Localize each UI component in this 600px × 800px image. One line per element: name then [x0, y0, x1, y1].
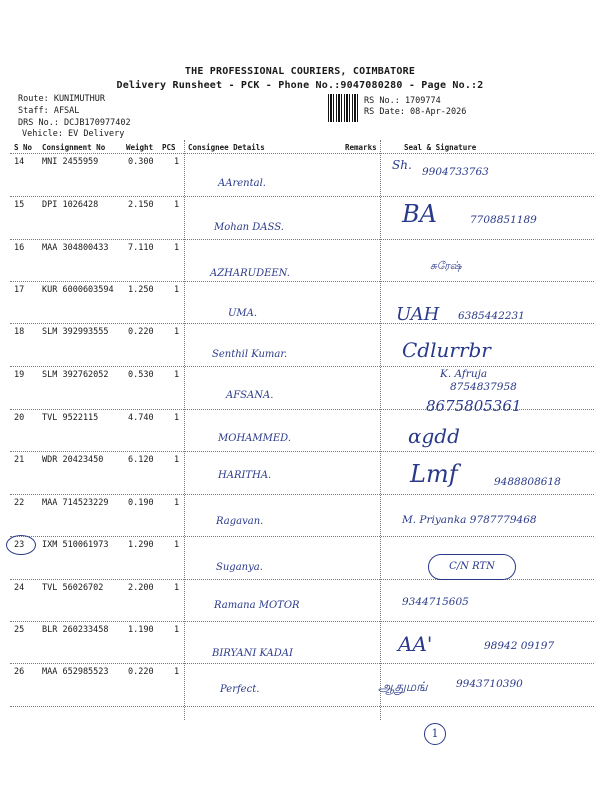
- divider: [10, 451, 594, 452]
- row-pcs: 1: [174, 157, 180, 167]
- route-label: Route: KUNIMUTHUR: [18, 94, 105, 104]
- company-title: THE PROFESSIONAL COURIERS, COIMBATORE: [184, 66, 416, 77]
- divider: [10, 621, 594, 622]
- return-stamp: C/N RTN: [428, 554, 516, 580]
- signature-26: 9943710390: [456, 678, 523, 690]
- row-weight: 6.120: [128, 455, 154, 465]
- row-consignment: MAA 304800433: [42, 243, 109, 253]
- row-sno: 15: [14, 200, 25, 210]
- row-weight: 0.220: [128, 327, 154, 337]
- row-weight: 0.300: [128, 157, 154, 167]
- row-consignment: TVL 9522115: [42, 413, 99, 423]
- row-weight: 7.110: [128, 243, 154, 253]
- row-sno: 25: [14, 625, 25, 635]
- col-consignee: Consignee Details: [188, 143, 265, 152]
- divider: [10, 153, 594, 154]
- row-consignee: AArental.: [218, 178, 266, 189]
- row-weight: 1.250: [128, 285, 154, 295]
- divider: [10, 323, 594, 324]
- divider: [10, 366, 594, 367]
- row-pcs: 1: [174, 455, 180, 465]
- divider: [10, 536, 594, 537]
- row-consignee: Ramana MOTOR: [214, 600, 300, 611]
- row-consignment: SLM 392762052: [42, 370, 109, 380]
- row-consignee: Suganya.: [216, 562, 263, 573]
- signature-17: 6385442231: [458, 310, 525, 322]
- row-consignment: DPI 1026428: [42, 200, 99, 210]
- row-sno: 16: [14, 243, 25, 253]
- row-weight: 0.530: [128, 370, 154, 380]
- row-consignee: BIRYANI KADAI: [212, 648, 293, 659]
- row-weight: 1.190: [128, 625, 154, 635]
- signature-18-phone: 8754837958: [450, 381, 517, 393]
- row-sno: 17: [14, 285, 25, 295]
- row-pcs: 1: [174, 583, 180, 593]
- row-consignment: TVL 56026702: [42, 583, 104, 593]
- row-pcs: 1: [174, 327, 180, 337]
- divider: [10, 281, 594, 282]
- row-consignee: MOHAMMED.: [218, 433, 291, 444]
- col-sno: S No: [14, 143, 33, 152]
- row-weight: 4.740: [128, 413, 154, 423]
- signature-18-name: K. Afruja: [440, 368, 488, 380]
- row-sno: 22: [14, 498, 25, 508]
- row-pcs: 1: [174, 625, 180, 635]
- divider: [184, 140, 185, 720]
- col-seal: Seal & Signature: [404, 143, 477, 152]
- col-remarks: Remarks: [345, 143, 377, 152]
- signature-16: சுரேஷ்: [430, 260, 462, 272]
- row-consignee: Mohan DASS.: [214, 222, 284, 233]
- row-sno: 21: [14, 455, 25, 465]
- row-consignment: MAA 652985523: [42, 667, 109, 677]
- row-consignment: MAA 714523229: [42, 498, 109, 508]
- signature-15: 7708851189: [470, 214, 537, 226]
- signature-scribble-15: BA: [402, 200, 437, 228]
- staff-label: Staff: AFSAL: [18, 106, 80, 116]
- row-pcs: 1: [174, 370, 180, 380]
- rs-date: RS Date: 08-Apr-2026: [364, 107, 467, 117]
- signature-25: 98942 09197: [484, 640, 555, 652]
- rs-number: RS No.: 1709774: [364, 96, 441, 106]
- row-weight: 2.150: [128, 200, 154, 210]
- row-pcs: 1: [174, 243, 180, 253]
- signature-scribble-20: ɑgdd: [408, 424, 460, 448]
- row-sno: 23: [14, 540, 25, 550]
- row-consignment: BLR 260233458: [42, 625, 109, 635]
- divider: [10, 239, 594, 240]
- signature-scribble-14: Sh.: [392, 158, 412, 172]
- row-pcs: 1: [174, 413, 180, 423]
- row-pcs: 1: [174, 667, 180, 677]
- row-sno: 26: [14, 667, 25, 677]
- row-sno: 14: [14, 157, 25, 167]
- row-consignment: WDR 20423450: [42, 455, 104, 465]
- runsheet-subtitle: Delivery Runsheet - PCK - Phone No.:9047080280 - Page No.:2: [116, 80, 484, 91]
- signature-21: 9488808618: [494, 476, 561, 488]
- divider: [10, 706, 594, 707]
- row-sno: 24: [14, 583, 25, 593]
- signature-scribble-17: UAH: [396, 304, 440, 325]
- signature-scribble-21: Lmf: [410, 460, 458, 488]
- row-consignee: Ragavan.: [216, 516, 264, 527]
- row-pcs: 1: [174, 498, 180, 508]
- row-weight: 2.200: [128, 583, 154, 593]
- vehicle-label: Vehicle: EV Delivery: [22, 129, 125, 139]
- signature-24: 9344715605: [402, 596, 469, 608]
- row-sno: 18: [14, 327, 25, 337]
- divider: [380, 140, 381, 720]
- row-consignment: KUR 6000603594: [42, 285, 114, 295]
- row-consignee: AFSANA.: [226, 390, 274, 401]
- row-consignee: Perfect.: [220, 684, 260, 695]
- signature-scribble-18: Cdlurrbr: [402, 338, 491, 362]
- row-weight: 0.220: [128, 667, 154, 677]
- row-consignment: SLM 392993555: [42, 327, 109, 337]
- row-weight: 1.290: [128, 540, 154, 550]
- signature-20: 8675805361: [426, 397, 522, 415]
- divider: [10, 494, 594, 495]
- col-weight: Weight: [126, 143, 154, 152]
- barcode: [328, 94, 360, 122]
- signature-14: 9904733763: [422, 166, 489, 178]
- row-pcs: 1: [174, 200, 180, 210]
- signature-22: M. Priyanka 9787779468: [402, 514, 537, 526]
- row-sno: 20: [14, 413, 25, 423]
- row-sno: 19: [14, 370, 25, 380]
- row-consignee: HARITHA.: [218, 470, 272, 481]
- row-consignment: IXM 510061973: [42, 540, 109, 550]
- row-23-circle-mark: [6, 535, 36, 555]
- drs-number: DRS No.: DCJB170977402: [18, 118, 131, 128]
- page-mark: 1: [424, 723, 446, 745]
- signature-scribble-26: ஆதுமங்: [378, 680, 428, 695]
- row-consignee: Senthil Kumar.: [212, 349, 288, 360]
- row-consignment: MNI 2455959: [42, 157, 99, 167]
- row-pcs: 1: [174, 285, 180, 295]
- row-consignee: AZHARUDEEN.: [210, 268, 290, 279]
- divider: [10, 663, 594, 664]
- row-weight: 0.190: [128, 498, 154, 508]
- col-pcs: PCS: [162, 143, 176, 152]
- row-pcs: 1: [174, 540, 180, 550]
- signature-scribble-25: AA': [398, 632, 433, 656]
- divider: [10, 196, 594, 197]
- col-consignment: Consignment No: [42, 143, 106, 152]
- row-consignee: UMA.: [228, 308, 258, 319]
